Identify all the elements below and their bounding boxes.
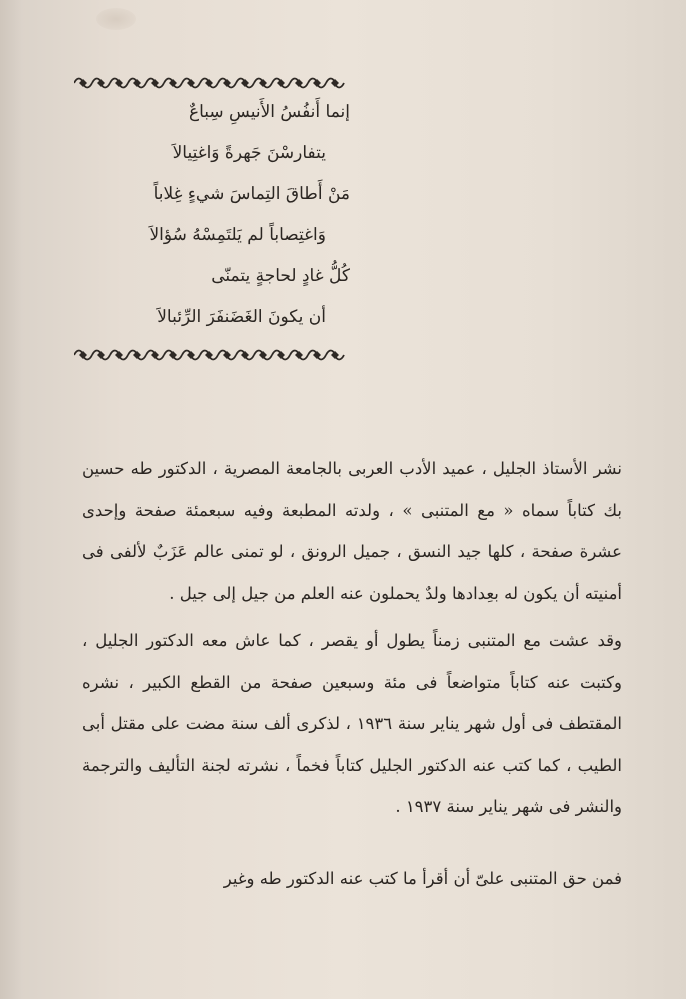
ornament-border-top <box>74 74 348 92</box>
poem-line: مَنْ أَطاقَ التِماسَ شيءٍ غِلاباً <box>153 184 350 204</box>
body-paragraph: فمن حق المتنبى علىّ أن أقرأ ما كتب عنه الدكتور طه وغير <box>223 869 622 888</box>
body-paragraph: وقد عشت مع المتنبى زمناً يطول أو يقصر ، كما عاش معه الدكتور الجليل ، وكتبت عنه كتاباً متواضعاً فى مئة وسبعين صفحة من القطع الكبير ، نشره المقتطف فى أول شهر يناير سنة ١٩٣٦ ، لذكرى ألف سنة مضت على مقتل أبى الطيب ، كما كتب عنه الدكتور الجليل كتاباً فخماً ، نشرته لجنة التأليف والترجمة والنشر فى شهر يناير سنة ١٩٣٧ . <box>82 631 622 816</box>
poem-line: أن يكونَ الغَضَنفَرَ الرِّئبالاَ <box>157 307 326 327</box>
poem-verses <box>150 92 350 338</box>
ornament-border-bottom <box>74 346 348 364</box>
poem-line: كُلُّ غادٍ لحاجةٍ يتمنّى <box>211 266 350 286</box>
ornament-rule-top <box>74 74 348 92</box>
poem-line: وَاغتِصاباً لم يَلتَمِسْهُ سُؤالاَ <box>149 225 326 245</box>
poem-line: إنما أَنفُسُ الأَنيسِ سِباعٌ <box>188 102 350 122</box>
poem-line: يتفارسْنَ جَهرةً وَاغتِيالاَ <box>172 143 326 163</box>
page-edge-shadow <box>0 0 22 999</box>
ornament-rule-bottom <box>74 346 348 364</box>
body-paragraph: نشر الأستاذ الجليل ، عميد الأدب العربى بالجامعة المصرية ، الدكتور طه حسين بك كتاباً سماه « مع المتنبى » ، ولدته المطبعة وفيه سبعمئة صفحة وإحدى عشرة صفحة ، كلها جيد النسق ، جميل الرونق ، لو تمنى عالم عَزَبٌ لألفى فى أمنيته أن يكون له بعِدادها ولدٌ يحملون عنه العلم من جيل إلى جيل . <box>82 459 622 603</box>
paper-stain <box>96 8 136 30</box>
